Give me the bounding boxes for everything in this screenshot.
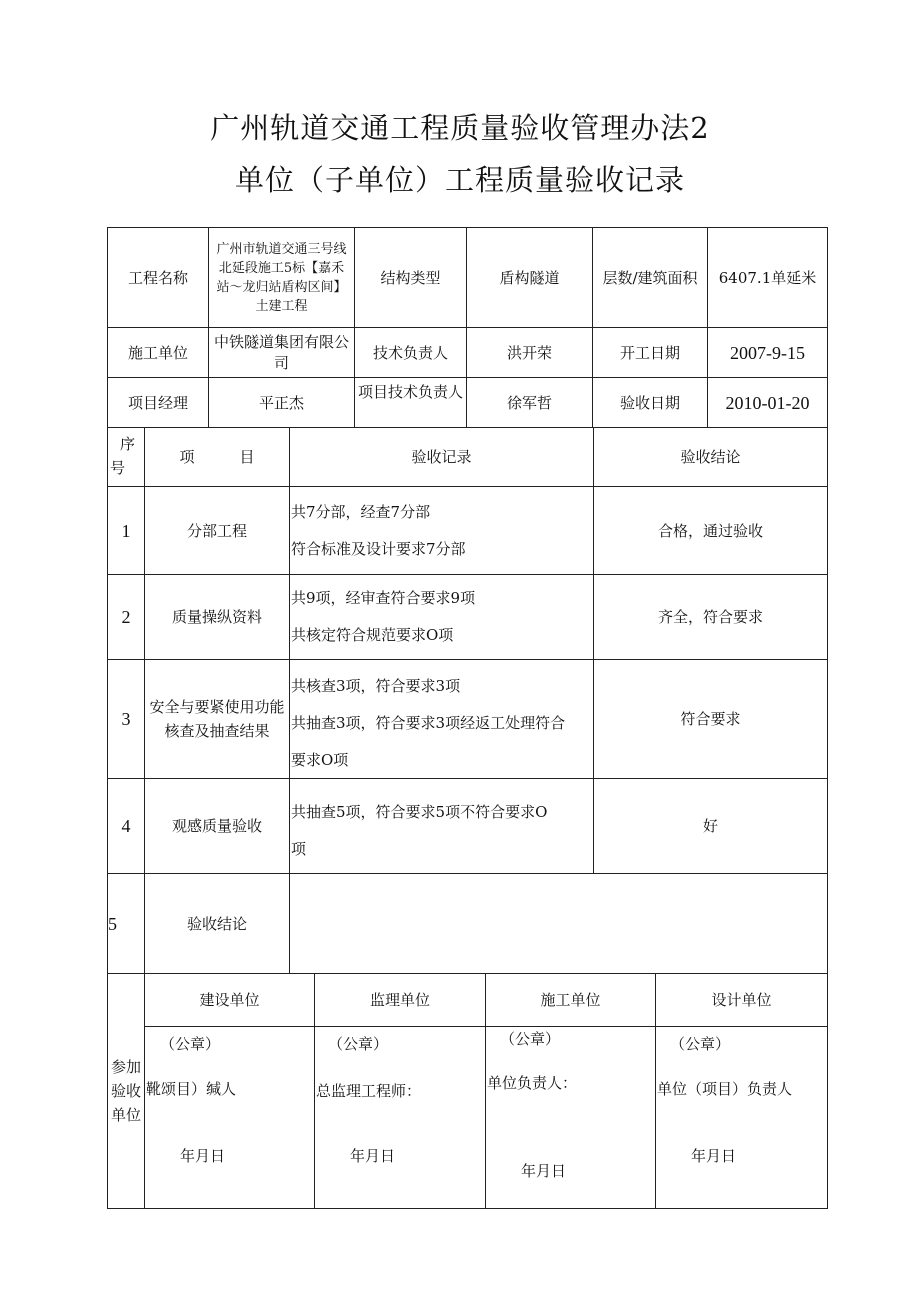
- project-manager-value: 平正杰: [258, 393, 304, 412]
- row-record-line: 共9项，经审查符合要求9项: [291, 589, 476, 607]
- row-record-line: 共核定符合规范要求O项: [291, 626, 454, 644]
- project-tech-lead-label: 项目技术负责人: [357, 383, 463, 401]
- document-title: 广州轨道交通工程质量验收管理办法2: [210, 111, 710, 145]
- participant-date: 年月日: [350, 1147, 396, 1165]
- row-record-line: 共抽查3项，符合要求3项经返工处理符合: [291, 714, 566, 732]
- participant-seal: （公章）: [670, 1035, 731, 1053]
- row-record-line: 符合标准及设计要求7分部: [291, 540, 466, 558]
- participants-label: [108, 974, 144, 1208]
- project-name-line: 广州市轨道交通三号线: [216, 241, 347, 257]
- row-conclusion: 合格，通过验收: [657, 521, 763, 540]
- participant-signer: 总监理工程师：: [316, 1082, 422, 1100]
- row-item: 验收结论: [186, 914, 247, 933]
- acceptance-date-label: 验收日期: [619, 393, 680, 412]
- project-name-line: 站～龙归站盾构区间】: [216, 279, 347, 295]
- seq-column-header: [108, 428, 144, 486]
- row-record-line: 要求O项: [291, 751, 349, 769]
- table-border: [827, 227, 828, 1209]
- row-item: 观感质量验收: [171, 817, 262, 835]
- participants-label-line: 单位: [110, 1106, 141, 1124]
- seq-header-line: 号: [110, 459, 126, 477]
- start-date-value: 2007-9-15: [730, 342, 805, 363]
- project-manager-label: 项目经理: [127, 393, 188, 412]
- row-record-line: 共抽查5项，符合要求5项不符合要求O: [291, 803, 548, 821]
- row-item: [145, 660, 289, 778]
- row-number: 2: [121, 607, 131, 627]
- participant-date: 年月日: [180, 1147, 226, 1165]
- construction-unit-label: 施工单位: [127, 343, 188, 362]
- table-border: [107, 1208, 828, 1209]
- construction-unit-line: 司: [273, 353, 289, 372]
- row-item: 质量操纵资料: [171, 608, 262, 626]
- participant-unit-name: 建设单位: [199, 991, 260, 1009]
- participant-signer: 靴颂目）缄人: [146, 1080, 237, 1098]
- row-conclusion: 好: [702, 817, 718, 835]
- record-column-header: 验收记录: [411, 448, 472, 466]
- seq-header-line: 序: [120, 435, 136, 453]
- tech-lead-value: 洪开荣: [506, 343, 552, 362]
- row-record-line: 共7分部，经查7分部: [291, 503, 431, 521]
- floors-area-label: 层数/建筑面积: [602, 268, 698, 287]
- floors-area-value: 6407.1单延米: [718, 268, 817, 287]
- row-item-line: 安全与要紧使用功能: [149, 698, 285, 716]
- construction-unit-line: 中铁隧道集团有限公: [213, 332, 349, 351]
- participant-unit-name: 施工单位: [540, 991, 601, 1009]
- item-column-header: 项 目: [179, 448, 255, 466]
- row-number: 3: [121, 709, 131, 729]
- participant-seal: （公章）: [160, 1035, 221, 1053]
- participant-seal: （公章）: [328, 1035, 389, 1053]
- participants-label-line: 验收: [110, 1082, 141, 1100]
- structure-type-label: 结构类型: [380, 268, 441, 287]
- participant-signer: 单位（项目）负责人: [657, 1080, 793, 1098]
- row-conclusion: 齐全，符合要求: [657, 608, 763, 626]
- row-item-line: 核查及抽查结果: [164, 722, 270, 740]
- row-record-empty: [290, 874, 827, 973]
- project-name-label: 工程名称: [127, 268, 188, 287]
- construction-unit-value: [209, 328, 354, 377]
- participant-unit-name: 监理单位: [369, 991, 430, 1009]
- row-item: 分部工程: [186, 521, 247, 540]
- row-number: 5: [108, 913, 117, 934]
- row-conclusion: 符合要求: [680, 710, 741, 728]
- conclusion-column-header: 验收结论: [680, 448, 741, 466]
- participants-label-line: 参加: [110, 1058, 141, 1076]
- project-name-line: 土建工程: [255, 298, 308, 314]
- row-number: 4: [121, 816, 131, 836]
- row-record-line: 项: [291, 840, 307, 858]
- acceptance-date-value: 2010-01-20: [725, 392, 810, 413]
- project-name-line: 北延段施工5标【嘉禾: [218, 260, 345, 276]
- structure-type-value: 盾构隧道: [499, 268, 560, 287]
- participant-unit-name: 设计单位: [711, 991, 772, 1009]
- tech-lead-label: 技术负责人: [372, 343, 448, 362]
- project-tech-lead-value: 徐军哲: [506, 393, 552, 412]
- participant-seal: （公章）: [500, 1030, 561, 1048]
- row-record-line: 共核查3项，符合要求3项: [291, 677, 461, 695]
- row-number: 1: [121, 520, 131, 541]
- document-subtitle: 单位（子单位）工程质量验收记录: [234, 163, 685, 197]
- table-rule: [144, 1026, 828, 1027]
- participant-date: 年月日: [691, 1147, 737, 1165]
- participant-signer: 单位负责人：: [487, 1074, 578, 1092]
- project-name-value: [209, 228, 354, 327]
- start-date-label: 开工日期: [619, 343, 680, 362]
- participant-date: 年月日: [521, 1162, 567, 1180]
